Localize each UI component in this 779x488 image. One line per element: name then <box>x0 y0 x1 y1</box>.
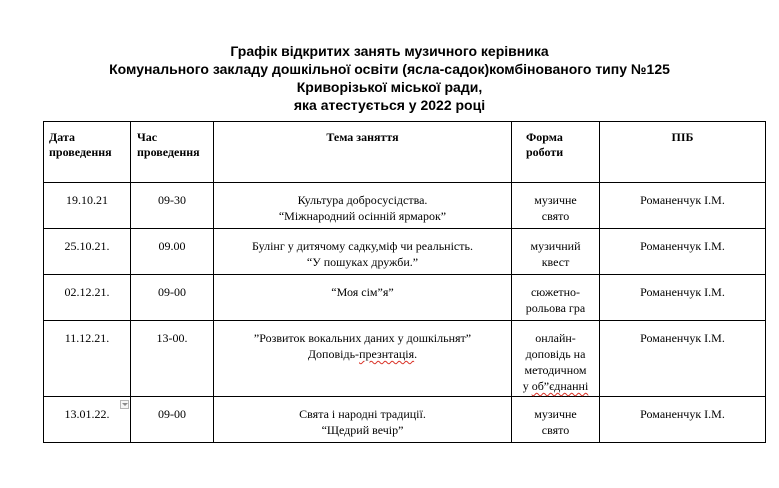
cell-pib: Романенчук І.М. <box>600 275 766 321</box>
table-row <box>44 229 766 275</box>
topic-line: Доповідь-презнтація. <box>307 347 418 361</box>
header-date: Дата проведення <box>44 122 131 183</box>
header-form: Форма роботи <box>512 122 600 183</box>
spellcheck-word[interactable]: презнтація <box>359 347 415 361</box>
form-line: онлайн- <box>535 331 576 345</box>
cell-time: 13-00. <box>131 321 214 397</box>
cell-topic <box>214 229 512 275</box>
table-row <box>44 275 766 321</box>
title-line-1: Графік відкритих занять музичного керівника <box>230 43 549 59</box>
cell-date: 13.01.22. <box>44 397 131 443</box>
paste-options-icon[interactable] <box>120 400 129 409</box>
cell-form <box>512 321 600 397</box>
title-line-2: Комунального закладу дошкільної освіти (ясла-садок)комбінованого типу №125 <box>109 61 670 77</box>
cell-time: 09-00 <box>131 397 214 443</box>
title-line-3: Криворізької міської ради, <box>296 79 483 95</box>
topic-line: “Міжнародний осінній ярмарок” <box>278 209 447 223</box>
table-row <box>44 397 766 443</box>
cell-pib: Романенчук І.М. <box>600 229 766 275</box>
form-line: рольова гра <box>525 301 586 315</box>
cell-topic <box>214 397 512 443</box>
cell-pib: Романенчук І.М. <box>600 397 766 443</box>
header-topic: Тема заняття <box>214 122 512 183</box>
cell-time: 09-30 <box>131 183 214 229</box>
cell-topic <box>214 321 512 397</box>
cell-date: 25.10.21. <box>44 229 131 275</box>
form-line: сюжетно- <box>530 285 581 299</box>
table-row <box>44 183 766 229</box>
cell-pib: Романенчук І.М. <box>600 183 766 229</box>
cell-topic <box>214 183 512 229</box>
spellcheck-word[interactable]: об”єднанні <box>531 379 589 393</box>
form-line: доповідь на <box>525 347 586 361</box>
cell-topic <box>214 275 512 321</box>
cell-time: 09-00 <box>131 275 214 321</box>
topic-line: Свята і народні традиції. <box>299 407 426 421</box>
cell-form <box>512 397 600 443</box>
topic-line: “Щедрий вечір” <box>321 423 404 437</box>
topic-line: Булінг у дитячому садку,міф чи реальність. <box>252 239 473 253</box>
cell-date: 19.10.21 <box>44 183 131 229</box>
form-line: музичний <box>530 239 581 253</box>
table-row <box>44 321 766 397</box>
table-header-row <box>44 122 766 183</box>
form-line: методичном <box>524 363 587 377</box>
cell-date: 02.12.21. <box>44 275 131 321</box>
schedule-table <box>43 121 766 443</box>
form-line: музичне <box>534 193 577 207</box>
cell-pib: Романенчук І.М. <box>600 321 766 397</box>
cell-time: 09.00 <box>131 229 214 275</box>
cell-form <box>512 183 600 229</box>
cell-date: 11.12.21. <box>44 321 131 397</box>
cell-form <box>512 275 600 321</box>
form-line: квест <box>541 255 570 269</box>
header-time: Час проведення <box>131 122 214 183</box>
cell-form <box>512 229 600 275</box>
topic-line: Культура добросусідства. <box>297 193 428 207</box>
topic-line: “Моя сім”я” <box>331 285 394 299</box>
header-pib: ПІБ <box>600 122 766 183</box>
topic-line: “У пошуках дружби.” <box>306 255 419 269</box>
document-title <box>0 42 779 114</box>
topic-line: ”Розвиток вокальних даних у дошкільнят” <box>253 331 472 345</box>
form-line: свято <box>541 209 570 223</box>
title-line-4: яка атестується у 2022 році <box>293 97 486 113</box>
form-line: свято <box>541 423 570 437</box>
form-line: у об”єднанні <box>522 379 589 393</box>
form-line: музичне <box>534 407 577 421</box>
